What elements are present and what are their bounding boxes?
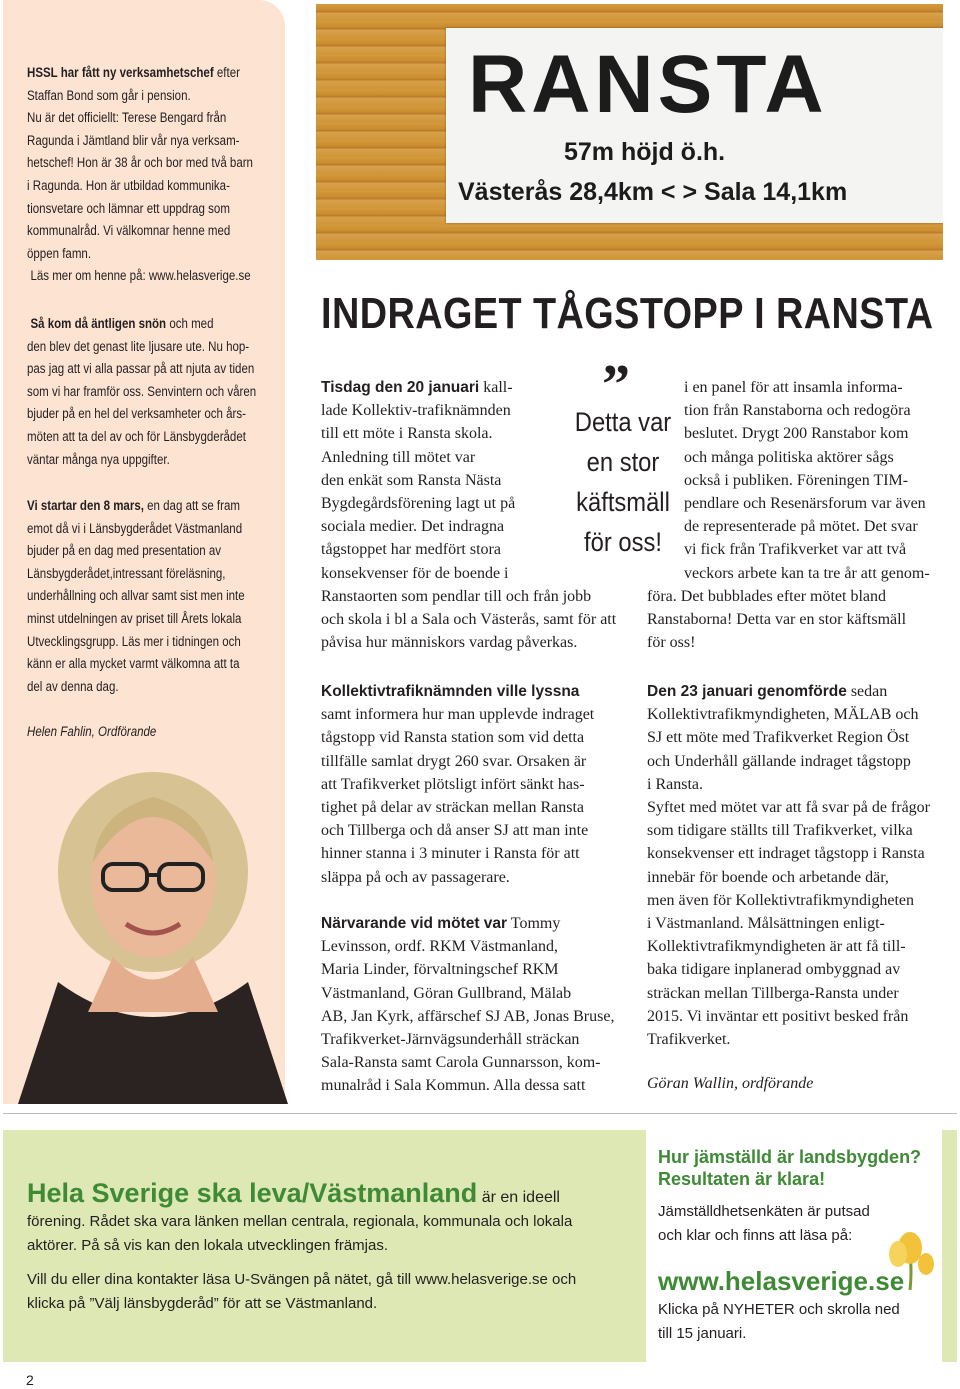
read-more-link[interactable]: Läs mer om henne på: www.helasverige.se xyxy=(30,268,251,284)
footer-title xyxy=(27,1178,560,1210)
text-line: kall- xyxy=(483,379,513,396)
text-line: innebär för boende och arbetande där, xyxy=(647,868,889,886)
text-line: och skola i bl a Sala och Västerås, samt för att xyxy=(321,611,617,629)
text-line: kommunalråd. Vi välkomnar henne med xyxy=(27,223,231,239)
col2-article-b xyxy=(647,680,950,1051)
text-line: släppa på och av passagerare. xyxy=(321,868,510,886)
text-line: bjuder på en hel del verksamheter och års- xyxy=(27,406,246,422)
text-line: Trafikverket. xyxy=(647,1031,731,1049)
footer-text-1 xyxy=(27,1210,627,1258)
text-line: öppen famn. xyxy=(27,245,92,261)
text-line: lade Kollektiv-trafiknämnden xyxy=(321,402,511,420)
sign-title: RANSTA xyxy=(468,39,828,130)
page-number: 2 xyxy=(26,1372,34,1388)
text-line: beslutet. Drygt 200 Ranstabor kom xyxy=(684,425,909,443)
text-line: bjuder på en dag med presentation av xyxy=(27,543,221,559)
ad-after-text xyxy=(658,1298,938,1346)
text-line: tionsvetare och lämnar ett uppdrag som xyxy=(27,200,230,216)
survey-ad-box xyxy=(646,1130,942,1362)
text-line: Västmanland, Göran Gullbrand, Mälab xyxy=(321,984,572,1002)
portrait-photo xyxy=(18,752,288,1104)
text-line: i Västmanland. Målsättningen enligt- xyxy=(647,915,885,933)
headline: INDRAGET TÅGSTOPP I RANSTA xyxy=(321,289,934,338)
text-line: den enkät som Ransta Nästa xyxy=(321,471,502,489)
text-line: Kollektivtrafikmyndigheten, MÄLAB och xyxy=(647,706,919,724)
text-line: Staffan Bond som går i pension. xyxy=(27,87,191,103)
text-line: underhållning och allvar samt sist men inte xyxy=(27,588,245,604)
text-line: i Ragunda. Hon är utbildad kommunika- xyxy=(27,177,230,193)
text-line: Resultaten är klara! xyxy=(658,1169,826,1189)
quote-line: en stor xyxy=(586,447,660,477)
text-line: aktörer. På så vis kan den lokala utvecklingen främjas. xyxy=(27,1237,389,1254)
text-line: Levinsson, ordf. RKM Västmanland, xyxy=(321,938,559,956)
text-line: för oss! xyxy=(647,634,696,652)
col2-signature: Göran Wallin, ordförande xyxy=(647,1075,814,1092)
text-line: att Trafikverket plötsligt infört sänkt has- xyxy=(321,775,585,793)
text-line: Jämställdhetsenkäten är putsad xyxy=(658,1203,870,1220)
text-line: emot då vi i Länsbygderådet Västmanland xyxy=(27,520,243,536)
text-line: och med xyxy=(169,316,214,331)
text-line: Länsbygderådet,intressant föreläsning, xyxy=(27,565,226,581)
text-line: klicka på ”Välj länsbygderåd” för att se Västmanland. xyxy=(27,1295,378,1312)
col1-b-lead: Kollektivtrafiknämnden ville lyssna xyxy=(321,683,580,700)
sidebar-article-new-chief xyxy=(27,62,285,288)
text-line: de representerade på mötet. Det svar xyxy=(684,518,918,536)
text-line: 2015. Vi inväntar ett positivt besked från xyxy=(647,1007,909,1025)
text-line: förening. Rådet ska vara länken mellan centrala, regionala, kommunala och lokala xyxy=(27,1213,573,1230)
quote-line: käftsmäll xyxy=(576,487,670,517)
text-line: Anledning till mötet var xyxy=(321,448,476,466)
text-line: tion från Ranstaborna och redogöra xyxy=(684,402,911,420)
col1-article-a-wide xyxy=(321,585,631,655)
text-line: Syftet med mötet var att få svar på de frågor xyxy=(647,799,930,817)
text-line: Utvecklingsgrupp. Läs mer i tidningen och xyxy=(27,633,241,649)
text-line: möten att ta del av och för Länsbygderådet xyxy=(27,428,246,444)
text-line: konsekvenser ett indraget tågstopp i Ransta xyxy=(647,845,925,863)
text-line: Nu är det officiellt: Terese Bengard från xyxy=(27,110,227,126)
text-line: och Tillberga och då anser SJ att man inte xyxy=(321,822,589,840)
text-line: som tidigare ställts till Trafikverket, vilka xyxy=(647,822,913,840)
text-line: till ett möte i Ransta skola. xyxy=(321,425,493,443)
text-line: del av denna dag. xyxy=(27,678,119,694)
col1-article-c xyxy=(321,912,627,1098)
text-line: AB, Jan Kyrk, affärschef SJ AB, Jonas Bruse, xyxy=(321,1007,615,1025)
text-line: Maria Linder, förvaltningschef RKM xyxy=(321,961,559,979)
text-line: en dag att se fram xyxy=(147,498,240,513)
text-line: som vi har framför oss. Senvintern och våren xyxy=(27,383,257,399)
quote-mark-icon: ” xyxy=(602,354,630,416)
text-line: efter xyxy=(216,65,240,80)
text-line: Bygdegårdsförening lagt ut på xyxy=(321,495,516,513)
text-line: föra. Det bubblades efter mötet bland xyxy=(647,588,887,605)
quote-line: Detta var xyxy=(574,407,672,437)
text-line: i Ransta. xyxy=(647,775,703,793)
ad-title xyxy=(658,1146,921,1190)
text-line: tågstoppet har medfört stora xyxy=(321,541,501,559)
text-line: Tommy xyxy=(510,915,561,932)
footer-title-text: Hela Sverige ska leva/Västmanland xyxy=(27,1178,478,1208)
text-line: SJ ett möte med Trafikverket Region Öst xyxy=(647,729,910,747)
text-line: minst utdelningen av priset till Årets lokala xyxy=(27,610,242,626)
text-line: hinner stanna i 3 minuter i Ransta för att xyxy=(321,845,580,863)
col2-b-lead: Den 23 januari genomförde xyxy=(647,683,847,700)
sign-altitude: 57m höjd ö.h. xyxy=(564,138,726,166)
sidebar-signature: Helen Fahlin, Ordförande xyxy=(27,724,157,739)
text-line: tillfälle samlat drygt 260 svar. Orsaken är xyxy=(321,752,587,770)
sidebar-p1-lead: HSSL har fått ny verksamhetschef xyxy=(27,65,214,80)
text-line: också i publiken. Föreningen TIM- xyxy=(684,471,909,489)
col1-c-lead: Närvarande vid mötet var xyxy=(321,915,508,932)
col1-a-lead: Tisdag den 20 januari xyxy=(321,379,480,396)
ad-text xyxy=(658,1200,878,1248)
col2-article-a xyxy=(684,376,950,585)
divider xyxy=(3,1113,957,1114)
sign-distances: Västerås 28,4km < > Sala 14,1km xyxy=(458,178,848,206)
text-line: sociala medier. Det indragna xyxy=(321,518,505,536)
text-line: sträckan mellan Tillberga-Ransta under xyxy=(647,984,899,1002)
text-line: konsekvenser för de boende i xyxy=(321,564,509,582)
text-line: samt informera hur man upplevde indraget xyxy=(321,706,595,724)
text-line: pendlare och Resenärsforum var även xyxy=(684,495,926,513)
text-line: Klicka på NYHETER och skrolla ned xyxy=(658,1301,900,1318)
text-line: men även för Kollektivtrafikmyndigheten xyxy=(647,891,915,909)
text-line: Sala-Ransta samt Carola Gunnarsson, kom- xyxy=(321,1054,601,1072)
pull-quote xyxy=(568,402,679,562)
sidebar-p2-lead: Så kom då äntligen snön xyxy=(30,316,167,331)
sidebar-article-snow xyxy=(27,313,285,471)
text-line: Ranstaorten som pendlar till och från jobb xyxy=(321,588,592,605)
footer-title-suffix: är en ideell xyxy=(481,1189,560,1206)
text-line: och många politiska aktörer sågs xyxy=(684,448,894,466)
footer-text-2 xyxy=(27,1268,627,1316)
text-line: till 15 januari. xyxy=(658,1325,747,1342)
text-line: tågstopp vid Ransta station som vid detta xyxy=(321,729,585,747)
text-line: baka tidigare inplanerad ombyggnad av xyxy=(647,961,901,979)
text-line: känn er alla mycket varmt välkomna att ta xyxy=(27,656,240,672)
text-line: Kollektivtrafikmyndigheten är att få till- xyxy=(647,938,906,956)
ransta-sign-photo xyxy=(316,4,943,260)
col1-article-b xyxy=(321,680,627,889)
text-line: väntar många nya uppgifter. xyxy=(27,451,170,467)
ad-url-link[interactable]: www.helasverige.se xyxy=(658,1266,905,1296)
text-line: hetschef! Hon är 38 år och bor med två barn xyxy=(27,155,253,171)
text-line: Vill du eller dina kontakter läsa U-Svängen på nätet, gå till www.helasverige.se och xyxy=(27,1271,577,1288)
sidebar-article-march xyxy=(27,495,285,698)
text-line: och klar och finns att läsa på: xyxy=(658,1227,853,1244)
sidebar-p3-lead: Vi startar den 8 mars, xyxy=(27,498,144,513)
text-line: sedan xyxy=(850,683,888,700)
text-line: veckors arbete kan ta tre år att genom- xyxy=(684,564,930,582)
col2-article-a-wide xyxy=(647,585,950,655)
station-sign xyxy=(446,28,943,223)
quote-line: för oss! xyxy=(584,527,662,557)
text-line: pas jag att vi alla passar på att njuta av tiden xyxy=(27,361,255,377)
text-line: Hur jämställd är landsbygden? xyxy=(658,1147,922,1167)
text-line: i en panel för att insamla informa- xyxy=(684,379,903,396)
text-line: Ranstaborna! Detta var en stor käftsmäll xyxy=(647,611,907,629)
text-line: munalråd i Sala Kommun. Alla dessa satt xyxy=(321,1077,586,1095)
text-line: Ragunda i Jämtland blir vår nya verksam- xyxy=(27,132,240,148)
text-line: vi fick från Trafikverket var att två xyxy=(684,541,907,559)
text-line: tighet på delar av sträckan mellan Ransta xyxy=(321,799,585,817)
text-line: den blev det genast lite ljusare ute. Nu hop- xyxy=(27,338,250,354)
text-line: och Underhåll gällande indraget tågstopp xyxy=(647,752,911,770)
text-line: påvisa hur människors vardag påverkas. xyxy=(321,634,578,652)
col1-article-a xyxy=(321,376,548,585)
text-line: Trafikverket-Järnvägsunderhåll sträckan xyxy=(321,1031,580,1049)
